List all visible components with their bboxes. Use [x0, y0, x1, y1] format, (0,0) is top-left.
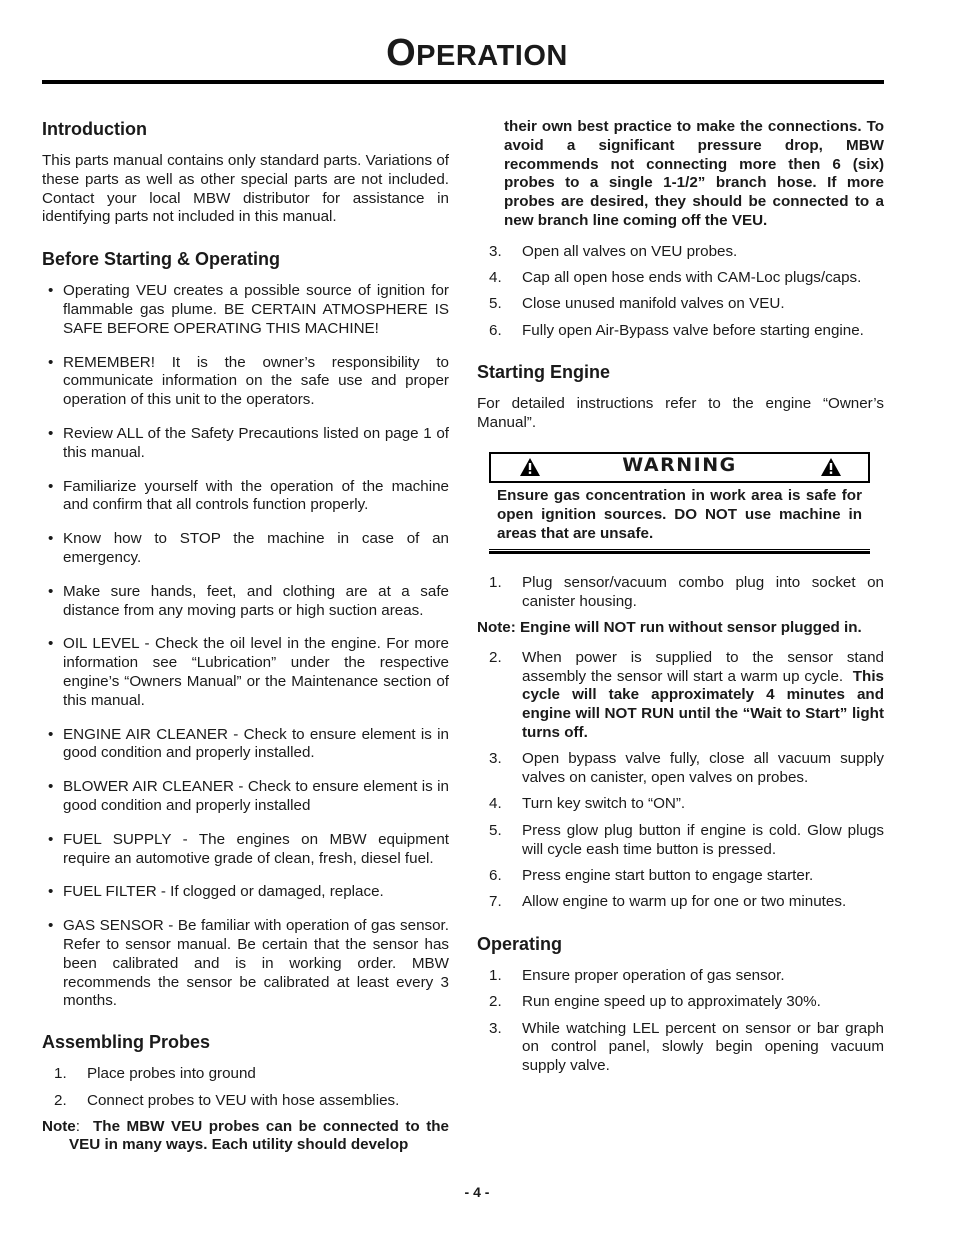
- bullet-item: • Familiarize yourself with the operation of the machine and confirm that all controls function properly.: [48, 477, 449, 514]
- bullet-item: • Review ALL of the Safety Precautions listed on page 1 of this manual.: [48, 424, 449, 461]
- warning-header: [489, 452, 870, 483]
- bullet-icon: •: [48, 883, 54, 901]
- bullet-item: • ENGINE AIR CLEANER - Check to ensure element is in good condition and properly installed.: [48, 725, 449, 762]
- left-column: [42, 118, 449, 1155]
- bullet-icon: •: [48, 530, 54, 548]
- introduction-heading: Introduction: [42, 119, 147, 139]
- note-text: The MBW VEU probes can be connected to the VEU in many ways. Each utility should develop: [69, 1117, 449, 1154]
- bullet-item: • REMEMBER! It is the owner’s responsibility to communicate information on the safe use and proper operation of this unit to the operators.: [48, 353, 449, 409]
- page-number: - 4 -: [464, 1184, 490, 1200]
- starting-steps: [477, 750, 884, 912]
- before-starting-heading: Before Starting & Operating: [42, 249, 281, 270]
- bullet-icon: •: [48, 917, 54, 935]
- list-item: 5. Close unused manifold valves on VEU.: [489, 295, 785, 313]
- starting-engine-heading: Starting Engine: [477, 362, 611, 383]
- operating-steps: [477, 967, 884, 1076]
- list-item: 4. Turn key switch to “ON”.: [489, 795, 686, 813]
- bullet-item: • Know how to STOP the machine in case of an emergency.: [48, 530, 449, 566]
- list-item: 1. Ensure proper operation of gas sensor.: [489, 966, 785, 984]
- list-item: 6. Fully open Air-Bypass valve before starting engine.: [489, 321, 864, 339]
- bullet-icon: •: [48, 582, 54, 600]
- title-rule: [42, 80, 884, 84]
- bullet-icon: •: [48, 778, 54, 796]
- warning-word: WARNING: [622, 454, 737, 477]
- note-label: Note: [42, 1117, 76, 1135]
- bullet-icon: •: [48, 830, 54, 848]
- bullet-item: • FUEL SUPPLY - The engines on MBW equipment require an automotive grade of clean, fresh, diesel fuel.: [48, 830, 449, 867]
- assembling-note-continued: their own best practice to make the connections. To avoid a significant pressure drop, MBW recommends not connecting more then 6 (six) probes to a single 1-1/2” branch hose. If more probes are desired, they should be connected to a new branch line coming off the VEU.: [504, 118, 884, 229]
- warning-box: [489, 452, 870, 554]
- assembling-probes-heading: Assembling Probes: [42, 1032, 211, 1053]
- bullet-item: • GAS SENSOR - Be familiar with operation of gas sensor. Refer to sensor manual. Be certain that the sensor has been calibrated and is in working order. MBW recommends the sensor be calibrated at least every 3 months.: [48, 917, 449, 1010]
- bullet-item: • Make sure hands, feet, and clothing are at a safe distance from any moving parts or high suction areas.: [48, 582, 449, 619]
- operating-heading: Operating: [477, 933, 563, 954]
- right-column: [477, 118, 884, 1076]
- assembling-note: Note: The MBW VEU probes can be connected to the VEU in many ways. Each utility should develop: [42, 1117, 449, 1154]
- list-item: 3. Open bypass valve fully, close all vacuum supply valves on canister, open valves on probes.: [489, 750, 884, 787]
- list-item: 3. While watching LEL percent on sensor or bar graph on control panel, slowly begin opening vacuum supply valve.: [489, 1019, 884, 1075]
- before-starting-list: [42, 282, 449, 1011]
- bullet-icon: •: [48, 725, 54, 743]
- list-item: 7. Allow engine to warm up for one or two minutes.: [489, 893, 847, 911]
- list-item: 6. Press engine start button to engage starter.: [489, 866, 814, 884]
- list-item: 2. Run engine speed up to approximately 30%.: [489, 993, 821, 1011]
- starting-engine-body: For detailed instructions refer to the engine “Owner’s Manual”.: [477, 395, 884, 432]
- bullet-icon: •: [48, 353, 54, 371]
- bullet-icon: •: [48, 635, 54, 653]
- assembling-steps-continued: [477, 243, 884, 341]
- list-item: 1. Plug sensor/vacuum combo plug into socket on canister housing.: [489, 574, 884, 611]
- list-item: 2. Connect probes to VEU with hose assemblies.: [54, 1091, 400, 1109]
- list-item: 2. When power is supplied to the sensor stand assembly the sensor will start a warm up cycle. This cycle will take approximately 4 minutes and engine will NOT RUN until the “Wait to Start” light turns off.: [489, 648, 884, 742]
- bullet-icon: •: [48, 477, 54, 495]
- page-title-initial: O: [386, 32, 417, 74]
- list-item: 5. Press glow plug button if engine is cold. Glow plugs will cycle eash time button is pressed.: [489, 821, 884, 858]
- list-item: 3. Open all valves on VEU probes.: [489, 242, 738, 260]
- bullet-item: • BLOWER AIR CLEANER - Check to ensure element is in good condition and properly installed: [48, 778, 449, 814]
- sensor-note: Note: Engine will NOT run without sensor plugged in.: [477, 619, 862, 637]
- page-title-rest: PERATION: [416, 40, 568, 72]
- bullet-item: • OIL LEVEL - Check the oil level in the engine. For more information see “Lubrication” under the respective engine’s “Owners Manual” or the Maintenance section of this manual.: [48, 635, 449, 709]
- list-item: 4. Cap all open hose ends with CAM-Loc plugs/caps.: [489, 269, 862, 287]
- warning-triangle-icon: [820, 457, 842, 477]
- bullet-item: • FUEL FILTER - If clogged or damaged, replace.: [48, 883, 384, 901]
- warning-bottom-rule: [489, 549, 870, 554]
- bullet-icon: •: [48, 424, 54, 442]
- bullet-item: • Operating VEU creates a possible source of ignition for flammable gas plume. BE CERTAIN ATMOSPHERE IS SAFE BEFORE OPERATING THIS MACHINE!: [48, 282, 449, 337]
- introduction-body: This parts manual contains only standard parts. Variations of these parts as well as other special parts are not included. Contact your local MBW distributor for assistance in identifying parts not included in this manual.: [42, 152, 449, 226]
- warning-text: Ensure gas concentration in work area is safe for open ignition sources. DO NOT use machine in areas that are unsafe.: [497, 487, 862, 542]
- bullet-icon: •: [48, 282, 54, 300]
- assembling-steps: [42, 1065, 449, 1111]
- list-item: 1. Place probes into ground: [54, 1065, 256, 1083]
- page-title: [0, 32, 954, 75]
